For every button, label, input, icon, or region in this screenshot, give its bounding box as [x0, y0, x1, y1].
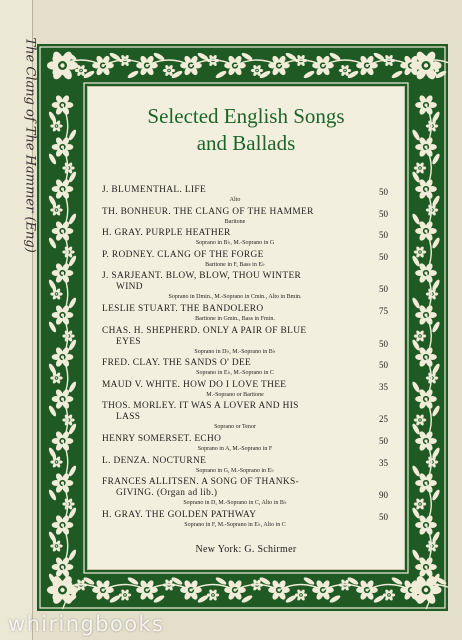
watermark: whiringbooks: [8, 612, 165, 636]
song-entry: [102, 401, 388, 431]
song-voice: M.-Soprano or Baritone: [206, 391, 264, 398]
page-title: [88, 103, 404, 157]
song-composer-title: J. SARJEANT. BLOW, BLOW, THOU WINTER: [102, 271, 302, 282]
content-panel: [88, 87, 404, 569]
song-price: 35: [379, 457, 388, 468]
song-price: 50: [379, 360, 388, 371]
song-composer-title: L. DENZA. NOCTURNE: [102, 455, 207, 466]
song-price: 50: [379, 284, 388, 295]
song-entry: [102, 185, 388, 204]
handwritten-note: The Clang of The Hammer (Eng): [22, 37, 38, 253]
song-voice: Baritone in F, Bass in E♭: [205, 261, 265, 268]
song-voice: Soprano in G, M.-Soprano in E♭: [196, 467, 274, 474]
song-voice: Baritone in Gmin., Bass in Fmin.: [195, 315, 275, 322]
song-composer-title: HENRY SOMERSET. ECHO: [102, 433, 222, 444]
song-voice: Soprano in D, M.-Soprano in C, Alto in B♭: [183, 500, 287, 507]
song-voice: Soprano in B♭, M.-Soprano in G: [195, 240, 275, 247]
song-entry: [102, 434, 388, 453]
song-composer-title: H. GRAY. THE GOLDEN PATHWAY: [102, 509, 257, 520]
title-line-2: and Ballads: [196, 131, 296, 155]
song-composer-title: LESLIE STUART. THE BANDOLERO: [102, 303, 264, 314]
song-price: 50: [379, 251, 388, 262]
song-voice: Soprano in E♭, M.-Soprano in C: [196, 370, 274, 377]
song-composer-title: P. RODNEY. CLANG OF THE FORGE: [102, 249, 264, 260]
song-title-continued: WIND: [116, 282, 143, 293]
song-price: 25: [379, 414, 388, 425]
song-voice: Soprano in Dmin., M.-Soprano in Cmin., Alto in Bmin.: [168, 294, 302, 301]
song-entry: [102, 326, 388, 356]
song-price: 50: [379, 435, 388, 446]
song-entry: [102, 304, 388, 323]
song-entry: [102, 456, 388, 475]
song-title-continued: LASS: [116, 412, 141, 423]
song-price: 75: [379, 305, 388, 316]
song-voice: Soprano or Tenor: [214, 424, 256, 431]
song-entry: [102, 510, 388, 529]
song-voice: Alto: [229, 197, 241, 203]
title-line-1: Selected English Songs: [147, 104, 345, 128]
song-price: 50: [379, 511, 388, 522]
song-price: 90: [379, 490, 388, 501]
song-composer-title: TH. BONHEUR. THE CLANG OF THE HAMMER: [102, 206, 314, 217]
song-entry: [102, 271, 388, 301]
song-composer-title: FRANCES ALLITSEN. A SONG OF THANKS-: [102, 477, 299, 488]
song-entry: [102, 250, 388, 269]
song-price: 35: [379, 381, 388, 392]
song-composer-title: FRED. CLAY. THE SANDS O' DEE: [102, 358, 252, 369]
song-voice: Soprano in A, M.-Soprano in F: [197, 445, 273, 452]
song-entry: [102, 358, 388, 377]
song-price: 50: [379, 187, 388, 197]
song-composer-title: CHAS. H. SHEPHERD. ONLY A PAIR OF BLUE: [102, 325, 307, 336]
song-price: 50: [379, 230, 388, 241]
song-voice: Soprano in F, M.-Soprano in E♭, Alto in C: [184, 521, 286, 528]
song-voice: Soprano in D♭, M.-Soprano in B♭: [194, 348, 276, 355]
previous-page-edge: [0, 0, 38, 640]
publisher-imprint: New York: G. Schirmer: [195, 544, 297, 555]
song-composer-title: MAUD V. WHITE. HOW DO I LOVE THEE: [102, 379, 287, 390]
song-price: 50: [379, 338, 388, 349]
song-title-continued: EYES: [116, 336, 141, 347]
song-entry: [102, 380, 388, 399]
song-price: 50: [379, 208, 388, 219]
song-entry: [102, 477, 388, 507]
song-composer-title: J. BLUMENTHAL. LIFE: [102, 185, 207, 195]
song-voice: Baritone: [224, 218, 246, 225]
song-composer-title: THOS. MORLEY. IT WAS A LOVER AND HIS: [102, 401, 299, 412]
song-composer-title: H. GRAY. PURPLE HEATHER: [102, 228, 231, 239]
song-title-continued: GIVING. (Organ ad lib.): [116, 488, 218, 499]
song-entry: [102, 228, 388, 247]
song-entry: [102, 207, 388, 226]
song-list: [102, 185, 388, 531]
